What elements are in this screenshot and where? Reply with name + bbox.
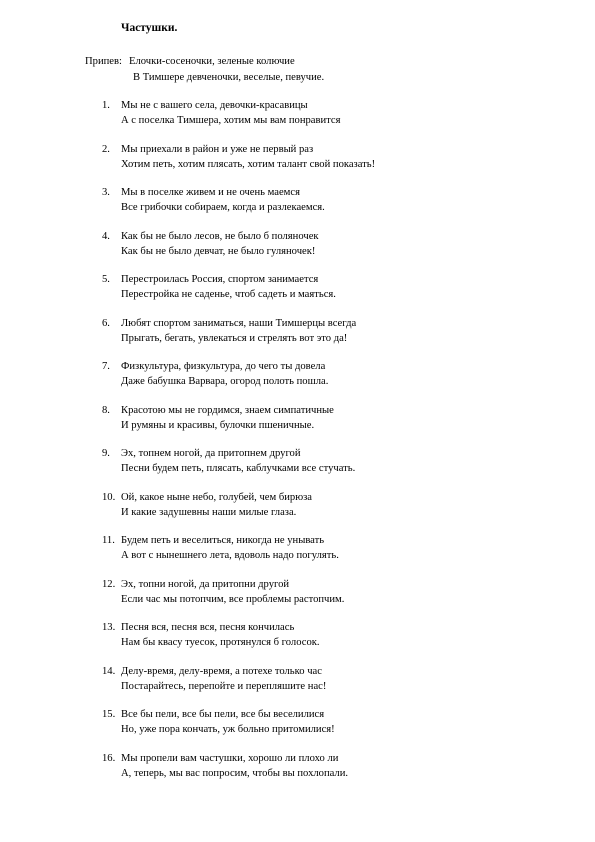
verse-line-1: Физкультура, физкультура, до чего ты довела <box>121 361 326 372</box>
verse-line-1: Эх, топни ногой, да притопни другой <box>121 578 290 590</box>
verse-line-2: Как бы не было девчат, не было гуляночек! <box>121 245 316 257</box>
verse-number: 13. <box>102 622 116 633</box>
verse-line-1: Будем петь и веселиться, никогда не унывать <box>121 535 325 546</box>
verse-number: 11. <box>102 535 115 546</box>
verse-item <box>102 405 562 449</box>
verse-item <box>102 100 562 144</box>
verse-number: 8. <box>102 404 110 416</box>
verse-line-1: Делу-время, делу-время, а потехе только час <box>121 665 322 677</box>
verse-line-2: Прыгать, бегать, увлекаться и стрелять вот это да! <box>121 332 348 344</box>
refrain-label: Припев: <box>85 56 122 67</box>
verse-line-1: Ой, какое ныне небо, голубей, чем бирюза <box>121 491 312 503</box>
verse-item <box>102 231 562 275</box>
verse-line-2: Хотим петь, хотим плясать, хотим талант свой показать! <box>121 158 376 170</box>
verse-line-1: Как бы не было лесов, не было б поляночек <box>121 230 319 242</box>
verse-line-2: А, теперь, мы вас попросим, чтобы вы похлопали. <box>121 767 349 779</box>
verse-line-2: Все грибочки собираем, когда и разлекаемся. <box>121 202 325 213</box>
verse-line-2: Перестройка не саденье, чтоб садеть и маяться. <box>121 289 336 300</box>
verse-line-1: Перестроилась Россия, спортом занимается <box>121 274 319 285</box>
verse-line-2: Если час мы потопчим, все проблемы растопчим. <box>121 593 345 605</box>
verse-item <box>102 318 562 362</box>
verse-number: 6. <box>102 317 110 329</box>
verse-line-1: Мы в поселке живем и не очень маемся <box>121 187 300 198</box>
verse-item <box>102 492 562 536</box>
verse-line-1: Все бы пели, все бы пели, все бы веселилися <box>121 709 325 720</box>
verse-item <box>102 144 562 188</box>
verse-number: 9. <box>102 448 110 459</box>
verse-line-1: Эх, топнем ногой, да притопнем другой <box>121 448 301 459</box>
page-title: Частушки. <box>121 22 178 34</box>
verse-number: 2. <box>102 143 110 155</box>
verse-item <box>102 666 562 710</box>
verse-number: 5. <box>102 274 110 285</box>
verse-number: 12. <box>102 578 116 590</box>
verse-line-2: Постарайтесь, перепойте и перепляшите нас! <box>121 680 327 692</box>
verse-number: 1. <box>102 100 110 111</box>
verse-item <box>102 361 562 405</box>
verse-line-2: Песни будем петь, плясать, каблучками все стучать. <box>121 463 356 474</box>
verse-number: 15. <box>102 709 116 720</box>
verse-line-2: А вот с нынешнего лета, вдоволь надо погулять. <box>121 550 339 561</box>
verse-item <box>102 622 562 666</box>
verse-number: 3. <box>102 187 110 198</box>
verse-item <box>102 535 562 579</box>
verse-line-2: И румяны и красивы, булочки пшеничные. <box>121 419 315 431</box>
verse-line-1: Песня вся, песня вся, песня кончилась <box>121 622 295 633</box>
verse-number: 14. <box>102 665 116 677</box>
verse-item <box>102 709 562 753</box>
verse-item <box>102 753 562 797</box>
verse-list <box>102 100 562 796</box>
verse-number: 10. <box>102 491 116 503</box>
verse-line-1: Любят спортом заниматься, наши Тимшерцы всегда <box>121 317 357 329</box>
verse-line-2: Но, уже пора кончать, уж больно притомилися! <box>121 724 335 735</box>
verse-item <box>102 187 562 231</box>
verse-line-2: И какие задушевны наши милые глаза. <box>121 506 297 518</box>
verse-number: 4. <box>102 230 110 242</box>
refrain-line-2: В Тимшере девченочки, веселые, певучие. <box>133 72 325 83</box>
verse-line-1: Мы приехали в район и уже не первый раз <box>121 143 314 155</box>
verse-number: 7. <box>102 361 110 372</box>
verse-line-1: Мы пропели вам частушки, хорошо ли плохо ли <box>121 752 339 764</box>
verse-line-2: Нам бы квасу туесок, протянулся б голосок. <box>121 637 320 648</box>
verse-line-1: Мы не с вашего села, девочки-красавицы <box>121 100 308 111</box>
verse-line-2: А с поселка Тимшера, хотим мы вам понравится <box>121 115 341 126</box>
verse-number: 16. <box>102 752 116 764</box>
verse-line-2: Даже бабушка Варвара, огород полоть пошла. <box>121 376 329 387</box>
verse-item <box>102 274 562 318</box>
refrain-line-1: Елочки-сосеночки, зеленые колючие <box>129 56 295 67</box>
verse-item <box>102 448 562 492</box>
verse-line-1: Красотою мы не гордимся, знаем симпатичные <box>121 404 334 416</box>
verse-item <box>102 579 562 623</box>
